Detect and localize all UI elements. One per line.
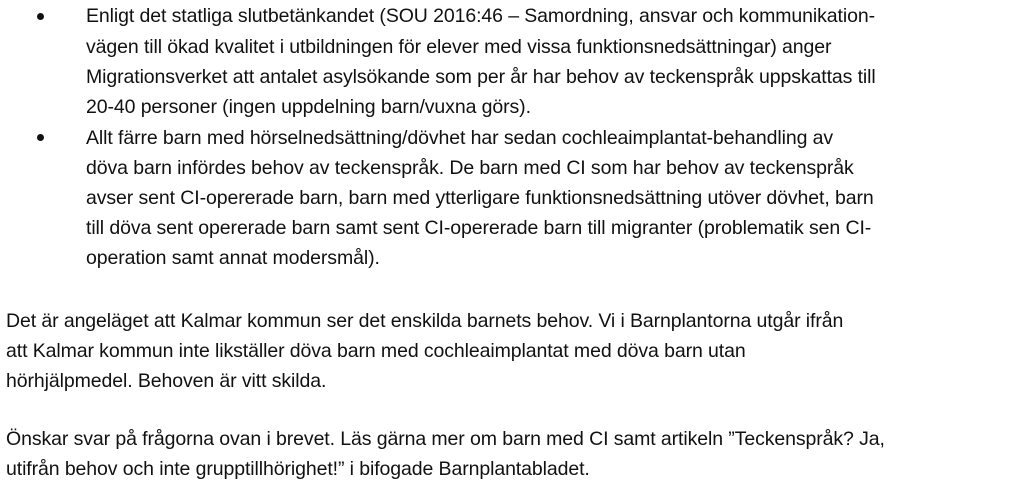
paragraph-1-line-3: hörhjälpmedel. Behoven är vitt skilda. <box>6 370 327 392</box>
paragraph-1-line-2: att Kalmar kommun inte likställer döva barn med cochleaimplantat med döva barn utan <box>6 340 746 362</box>
bullet-marker <box>37 134 44 141</box>
bullet-2-line-5: operation samt annat modersmål). <box>86 247 380 269</box>
paragraph-2-line-2: utifrån behov och inte grupptillhörighet!” i bifogade Barnplantabladet. <box>6 458 590 480</box>
bullet-marker <box>37 13 44 20</box>
bullet-2-line-1: Allt färre barn med hörselnedsättning/dövhet har sedan cochleaimplantat-behandling av <box>86 127 834 149</box>
bullet-1-line-1: Enligt det statliga slutbetänkandet (SOU 2016:46 – Samordning, ansvar och kommunikation- <box>86 5 875 27</box>
bullet-1-line-3: Migrationsverket att antalet asylsökande som per år har behov av teckenspråk uppskattas till <box>86 66 876 88</box>
paragraph-1-line-1: Det är angeläget att Kalmar kommun ser det enskilda barnets behov. Vi i Barnplantorna utgår ifrån <box>6 310 844 332</box>
bullet-1-line-2: vägen till ökad kvalitet i utbildningen för elever med vissa funktionsnedsättningar) anger <box>86 36 832 58</box>
bullet-2-line-4: till döva sent opererade barn samt sent CI-opererade barn till migranter (problematik sen CI- <box>86 217 872 239</box>
bullet-2-line-3: avser sent CI-opererade barn, barn med ytterligare funktionsnedsättning utöver dövhet, barn <box>86 187 874 209</box>
bullet-1-line-4: 20-40 personer (ingen uppdelning barn/vuxna görs). <box>86 96 531 118</box>
bullet-2-line-2: döva barn infördes behov av teckenspråk. De barn med CI som har behov av teckenspråk <box>86 157 854 179</box>
paragraph-2-line-1: Önskar svar på frågorna ovan i brevet. Läs gärna mer om barn med CI samt artikeln ”Teckenspråk? Ja, <box>6 428 885 450</box>
